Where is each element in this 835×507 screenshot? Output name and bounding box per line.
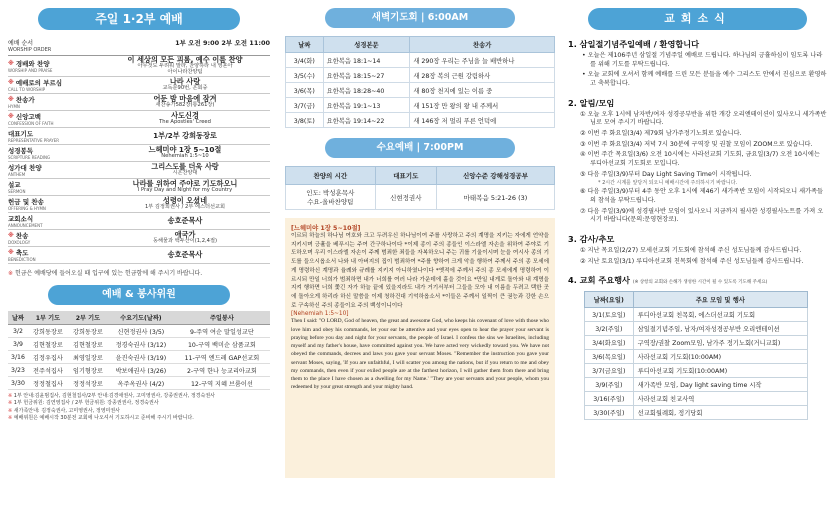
table-cell: 3/30(주일) (585, 406, 634, 420)
order-item-title (8, 78, 100, 87)
news-section-1 (568, 39, 827, 89)
table-row (286, 185, 555, 210)
order-item-main: 느헤미야 1장 5~10절 (148, 145, 222, 155)
order-item-name: 신앙고백 (15, 113, 41, 122)
table-cell: 사라선교회 기도회(10:00AM) (633, 350, 807, 364)
table-row (585, 336, 808, 350)
order-item-sub: 시온찬양대 (172, 170, 198, 177)
note-text: 새가족안내: 김정숙권사, 고미영권사, 정영미권사 (13, 407, 121, 414)
table-cell: 새 290장 우리는 주님을 늘 배반하나 (410, 53, 555, 68)
news-item: ⑤ 다음 주일(3/9)부터 Day Light Saving Time이 시작됩니다. (580, 170, 752, 178)
table-cell: 요한복음 18:28~40 (323, 83, 410, 98)
worship-order-row (8, 213, 270, 230)
section-title: 3. 감사/추모 (568, 234, 615, 245)
order-item-sub: 동해물과 백두산이(1,2,4절) (153, 238, 217, 245)
order-item-english: HYMN (8, 104, 20, 110)
order-label: 예배 순서 (8, 40, 34, 47)
dawn-prayer-title: 새벽기도회 | 6:00AM (325, 8, 515, 28)
note-line (8, 400, 270, 407)
order-item-label (8, 163, 100, 177)
table-row (585, 378, 808, 392)
worship-order-row (8, 247, 270, 264)
table-cell: 신현정권사 (3/5) (108, 325, 174, 338)
standing-mark: ※ (8, 113, 14, 121)
column-header: 2부 기도 (68, 311, 108, 325)
dawn-prayer-table (285, 36, 555, 128)
table-cell: 정경숙권사 (3/12) (108, 338, 174, 351)
order-item-english: WORSHIP AND PRAISE (8, 68, 53, 74)
order-item-sub: Nehemiah 1:5~10 (161, 153, 209, 160)
table-cell: 강희동장로 (68, 325, 108, 338)
events-table (584, 291, 808, 420)
praise-leader-cell: 인도: 박성훈목사 수요-올바찬양팀 (286, 185, 376, 210)
order-item-name: 찬송 (15, 232, 29, 241)
order-item-content (100, 112, 270, 126)
bible-study-cell: 마태복음 5:21-26 (3) (436, 185, 554, 210)
table-cell: 3/9(주일) (585, 378, 634, 392)
table-cell: 구역장/권찰 Zoom모임, 남가주 정기노회(거니교회) (633, 336, 807, 350)
table-cell: 새 28장 복의 근원 강림하사 (410, 68, 555, 83)
worship-title: 주일 1·2부 예배 (38, 8, 240, 30)
order-item-english: SERMON (8, 189, 26, 195)
table-cell: 최영일장로 (68, 351, 108, 364)
news-item: ② 이번 주 화요일(3/4) 제79회 남가주정기노회로 있습니다. (580, 130, 742, 138)
order-item-name: 대표기도 (8, 130, 34, 139)
order-item-label (8, 112, 100, 126)
note-text: 헌금은 예배당에 들어오실 때 입구에 있는 헌금함에 해 주시기 바랍니다. (14, 270, 203, 278)
table-row (8, 377, 270, 390)
table-cell: 3/7(금요일) (585, 364, 634, 378)
order-item-sub: 아이나라찬양팀 (167, 69, 203, 76)
table-cell: 10-구역 백미순 삼품교회 (174, 338, 270, 351)
worship-order-row (8, 145, 270, 162)
order-item-content (100, 146, 270, 160)
note-text: 1부 안내:김윤범집사, 김현철집사/2부 안내:김경애권사, 고미영권사, 강종권권사, 정경숙권사 (13, 393, 215, 400)
section-title: 1. 삼일절기념주일예배 / 환영합니다 (568, 39, 700, 49)
table-cell: 3/9 (8, 338, 28, 351)
worship-order-list (8, 56, 270, 264)
order-item-name: 예배로의 부르심 (15, 79, 63, 88)
order-item-content (100, 197, 270, 211)
news-item: • 오늘 교회에 오셔서 함께 예배를 드린 모든 분들을 예수 그리스도 안에서 진심으로 환영하고 축복합니다. (582, 71, 827, 88)
order-item-sub: I Pray Day and Night for my Country (137, 187, 233, 194)
order-item-english: REPRESENTATIVE PRAYER (8, 138, 60, 144)
order-item-title (8, 180, 100, 189)
order-item-name: 축도 (15, 249, 29, 258)
order-item-title (8, 95, 100, 104)
order-item-name: 교회소식 (8, 215, 34, 224)
order-item-english: ANTHEM (8, 172, 26, 178)
news-item: ④ 이번 주간 목요일(3/6) 오전 10시에는 사라선교회 기도회, 금요일(3/7) 오전 10시에는 루디아선교회 기도회로 모입니다. (580, 151, 820, 168)
scripture-ref-ko: [느헤미야 1장 5~10절] (291, 225, 361, 232)
order-item-title (8, 146, 100, 155)
order-item-english: OFFERING & HYMN (8, 206, 46, 212)
table-cell: 새 146장 저 멀리 푸른 언덕에 (410, 113, 555, 128)
table-row (8, 325, 270, 338)
worship-order-row (8, 162, 270, 179)
order-item-main: 애국가 (174, 230, 196, 240)
table-row (286, 113, 555, 128)
order-item-name: 설교 (8, 181, 21, 190)
order-item-name: 경배와 찬양 (15, 60, 50, 69)
standing-mark: ※ (8, 96, 14, 104)
news-item: ② 지난 토요일(3/1) 루디아선교회 친목회에 참석해 주신 성도님들께 감사드립니다. (580, 257, 804, 265)
service-times: 1부 오전 9:00 2부 오전 11:00 (175, 39, 270, 47)
news-item: ① 지난 목요일(2/27) 모세선교회 기도회에 참석해 주신 성도님들께 감사드립니다. (580, 247, 802, 255)
worship-order-row (8, 128, 270, 145)
table-cell: 11-구역 엔드레 GAP선교회 (174, 351, 270, 364)
order-item-label (8, 95, 100, 109)
table-cell: 김정우집사 (28, 351, 68, 364)
table-cell: 정정철집사 (28, 377, 68, 390)
order-item-sub: 새찬송가582장(통261장) (155, 102, 215, 109)
order-item-title (8, 59, 100, 68)
news-section-4 (568, 275, 827, 420)
news-item: ⑦ 다음 주일(3/9)에 성경필사반 모임이 있사오니 지금까지 필사한 성경필사노트를 가져 오시기 바랍니다(문의:문영현장로). (580, 207, 824, 224)
news-item: ① 오늘 오후 1시에 남자반/여자 성경공부반을 위한 개강 오리엔테이션이 있사오니 세가족반님로 모여 주시기 바랍니다. (580, 110, 827, 127)
order-item-title (8, 163, 100, 172)
table-cell: 전주석집사 (28, 364, 68, 377)
order-item-name: 성경봉독 (8, 147, 34, 156)
table-cell: 새 80장 천지에 있는 이름 중 (410, 83, 555, 98)
table-cell: 3/7(금) (286, 98, 324, 113)
order-item-content (100, 180, 270, 194)
news-title: 교회소식 (588, 8, 807, 30)
table-cell: 9-주역 여순 말일성교단 (174, 325, 270, 338)
order-item-title (8, 248, 100, 257)
order-item-content (100, 56, 270, 76)
order-item-label (8, 197, 100, 211)
order-item-label (8, 231, 100, 245)
news-section-2 (568, 98, 827, 225)
order-item-title (8, 129, 100, 138)
order-item-label (8, 78, 100, 92)
worship-order-row (8, 56, 270, 77)
column-header: 날짜 (286, 37, 324, 53)
order-item-content (100, 231, 270, 245)
table-cell: 3/6(목) (286, 83, 324, 98)
worship-order-row (8, 111, 270, 128)
dst-note: * 2시간 시계를 앞당겨 되오니 예배시간에 주의하시기 바랍니다. (598, 180, 738, 187)
table-cell: 삼일절기념주일, 남자/여자성경공부반 오리엔테이션 (633, 322, 807, 336)
note-text: 1부 헌금위원: 김연영집사 / 2부 헌금위원: 강종권권사, 정경숙권사 (13, 400, 159, 407)
table-cell: 3/2 (8, 325, 28, 338)
note-mark: ※ (8, 393, 14, 400)
scripture-ref-en: [Nehemiah 1:5~10] (291, 311, 349, 318)
order-item-english: DOXOLOGY (8, 240, 31, 246)
table-cell: 3/4(화) (286, 53, 324, 68)
order-item-main: 송호준목사 (167, 250, 203, 260)
order-label-en: WORSHIP ORDER (8, 47, 52, 53)
column-header: 찬양의 시간 (286, 167, 376, 185)
table-row (585, 322, 808, 336)
order-item-main: 송호준목사 (167, 216, 203, 226)
standing-mark: ※ (8, 79, 14, 87)
table-cell: 새가족반 모임, Day light saving time 시작 (633, 378, 807, 392)
order-item-title (8, 112, 100, 121)
order-item-english: CONFESSION OF FAITH (8, 121, 54, 127)
table-row (8, 364, 270, 377)
table-row (8, 351, 270, 364)
worship-order-header (8, 38, 270, 56)
order-item-main: 나라 사랑 (169, 77, 201, 87)
order-item-sub: The Apostles' Creed (159, 119, 211, 126)
order-item-english: BENEDICTION (8, 257, 36, 263)
news-item: ③ 이번 주 화요일(3/4) 저녁 7시 30분에 구역장 및 권찰 모임이 ZOOM으로 있습니다. (580, 140, 813, 148)
table-cell: 루디아선교회 기도회(10:00AM) (633, 364, 807, 378)
table-cell: 3/2(주일) (585, 322, 634, 336)
order-item-title (8, 214, 100, 223)
column-header: 성경본문 (323, 37, 410, 53)
news-item: • 오늘은 제106주년 삼일절 기념주일 예배로 드립니다. 하나님의 긍휼하심이 임도록 나라를 위해 기도를 부탁드립니다. (582, 52, 823, 68)
worship-order-row (8, 196, 270, 213)
order-item-label (8, 180, 100, 194)
table-cell: 선교회월례회, 정기당회 (633, 406, 807, 420)
table-row (286, 83, 555, 98)
order-item-main: 사도신경 (171, 111, 199, 121)
column-header: 주일봉사 (174, 311, 270, 325)
note-mark: ※ (8, 270, 14, 278)
order-item-sub: 교독문90번, 온회중 (162, 85, 208, 92)
order-item-sub: 1부 김정희권사 / 2부 에스더선교회 (144, 204, 226, 211)
standing-mark: ※ (8, 60, 14, 68)
table-cell: 3/23 (8, 364, 28, 377)
table-cell: 요한복음 19:14~22 (323, 113, 410, 128)
order-item-english: ANNOUNCEMENT (8, 223, 43, 229)
order-item-english: CALL TO WORSHIP (8, 87, 46, 93)
note-mark: ※ (8, 407, 14, 414)
news-section-3 (568, 234, 827, 266)
column-header: 날짜 (8, 311, 28, 325)
table-cell: 사라선교회 친교사역 (633, 392, 807, 406)
table-cell: 옥주옥권사 (4/2) (108, 377, 174, 390)
order-item-label (8, 59, 100, 73)
column-header: 주요 모임 및 행사 (633, 292, 807, 308)
table-row (585, 364, 808, 378)
scripture-passage (285, 218, 555, 478)
scripture-text-en: Then I said: "O LORD, God of heaven, the great and awesome God, who keeps his covenant of love with those who love him and obey his commands, let your ear be attentive and your eyes open to hear the prayer your servant is praying before you day and night for your servants, the people of Israel. I confess the sins we Israelites, including myself and my father's house, have committed against you. We have acted very wickedly toward you. We have not obeyed the commands, decrees and laws you gave your servant Moses. "Remember the instruction you gave your servant Moses, saying, 'If you are unfaithful, I will scatter you among the nations, but if you return to me and obey my commands, then even if your exiled people are at the farthest horizon, I will gather them from there and bring them to the place I have chosen as a dwelling for my Name.' "They are your servants and your people, whom you redeemed by your great strength and your mighty hand. (291, 318, 549, 391)
table-cell: 요한복음 18:1~14 (323, 53, 410, 68)
order-item-sub: 아무것도 두려워 말라, 찬양하라 내 영혼아 (137, 63, 233, 70)
table-row (286, 98, 555, 113)
order-item-content (100, 132, 270, 140)
volunteer-notes (8, 393, 270, 422)
column-header: 신앙수준 강해성경공부 (436, 167, 554, 185)
worship-order-row (8, 230, 270, 247)
note-text: 예배위원은 예배시작 30분전 교회에 나오셔서 기도하시고 준비해 주시기 바랍니다. (13, 414, 194, 421)
news-item: ⑥ 다음 주일(3/9)부터 4주 동안 오후 1시에 제46기 새가족반 모임이 시작되오니 새가족들의 참석을 부탁드립니다. (580, 188, 824, 205)
order-item-main: 어둔 밤 마음에 잠겨 (153, 94, 217, 104)
standing-mark: ※ (8, 249, 14, 257)
section-title: 4. 교회 주요행사 (※ 상항의 교회와 손해가 생성한 시간이 될 수 있도록 기도해 주세요) (568, 275, 768, 286)
table-cell: 김현철장로 (28, 338, 68, 351)
table-row (286, 53, 555, 68)
order-item-content (100, 251, 270, 259)
order-item-label (8, 214, 100, 228)
table-cell: 3/4(화요일) (585, 336, 634, 350)
order-item-label (8, 248, 100, 262)
wednesday-service-title: 수요예배 | 7:00PM (325, 138, 515, 158)
prayer-cell: 신현정권사 (375, 185, 436, 210)
scripture-text-ko: 이르되 하늘의 하나님 여호와 크고 두려우신 하나님이여 주를 사랑하고 주의 계명을 지키는 자에게 언약을 지키시며 긍휼을 베푸시는 주여 간구하나이다 *이제 종이 주의 종들인 이스라엘 자손을 위하여 주야로 기도하오며 우리 이스라엘 자손이 주께 범죄한 죄들을 자복하오니 주는 귀를 기울이시며 눈을 여시사 종의 기도를 들으시옵소서 나와 내 아버지의 집이 범죄하여 *주를 향하여 크게 악을 행하여 주께서 주의 종 모세에게 명령하신 계명과 율례와 규례를 지키지 아니하였나이다 *옛적에 주께서 주의 종 모세에게 명령하여 이르시되 만일 너희가 범죄하면 내가 너희를 여러 나라 가운데에 흩을 것이요 *만일 내게로 돌아와 내 계명을 지켜 행하면 너희 쫓긴 자가 하늘 끝에 있을지라도 내가 거기서부터 그들을 모아 내 이름을 두려고 택한 곳에 돌아오게 하리라 하신 말씀을 이제 청하건대 기억하옵소서 *이들은 주께서 일찍이 큰 권능과 강한 손으로 구속하신 주의 종들이요 주의 백성이니이다 (291, 233, 549, 309)
table-cell: 박보애권사 (3/26) (108, 364, 174, 377)
note-line (8, 415, 270, 422)
order-item-content (100, 78, 270, 92)
table-cell: 루디아선교회 친목회, 에스더선교회 기도회 (633, 308, 807, 322)
table-cell: 3/16 (8, 351, 28, 364)
order-item-english: SCRIPTURE READING (8, 155, 51, 161)
order-item-label (8, 146, 100, 160)
table-cell: 정정석장로 (68, 377, 108, 390)
table-cell: 김현철장로 (68, 338, 108, 351)
order-item-content (100, 217, 270, 225)
note-mark: ※ (8, 414, 14, 421)
wednesday-table (285, 166, 555, 210)
section-title: 2. 알림/모임 (568, 97, 615, 108)
table-cell: 3/6(목요일) (585, 350, 634, 364)
table-row (585, 350, 808, 364)
table-cell: 새 151장 만 왕의 왕 내 주께서 (410, 98, 555, 113)
order-item-main: 1부/2부 강희동장로 (153, 131, 217, 141)
table-row (286, 68, 555, 83)
worship-column (0, 0, 278, 507)
table-cell: 3/5(수) (286, 68, 324, 83)
table-cell: 3/16(주일) (585, 392, 634, 406)
worship-order-row (8, 94, 270, 111)
order-item-main: 이 세상의 모든 괴롬, 예수 이름 찬양 (127, 55, 243, 64)
table-cell: 요한복음 18:15~27 (323, 68, 410, 83)
news-column (560, 0, 835, 507)
column-header: 수요기도(날짜) (108, 311, 174, 325)
column-header: 1부 기도 (28, 311, 68, 325)
order-item-content (100, 163, 270, 177)
offering-note (8, 268, 270, 277)
column-header: 찬송가 (410, 37, 555, 53)
order-item-label (8, 129, 100, 143)
order-item-name: 성가대 찬양 (8, 164, 42, 173)
prayer-column (285, 0, 555, 507)
standing-mark: ※ (8, 232, 14, 240)
volunteers-table (8, 311, 270, 390)
order-item-name: 찬송가 (15, 96, 35, 105)
table-cell: 임기형장로 (68, 364, 108, 377)
order-item-main: 성령이 오셨네 (162, 196, 208, 206)
table-cell: 요한복음 19:1~13 (323, 98, 410, 113)
order-item-content (100, 95, 270, 109)
order-item-main: 그리스도를 더욱 사랑 (151, 162, 219, 172)
note-mark: ※ (8, 400, 14, 407)
volunteers-title: 예배 & 봉사위원 (48, 285, 230, 305)
table-row (585, 406, 808, 420)
order-item-main: 나라를 위하여 주야로 기도하오니 (132, 179, 238, 189)
table-cell: 3/1(토요일) (585, 308, 634, 322)
table-row (585, 392, 808, 406)
worship-order-row (8, 179, 270, 196)
table-cell: 강희동장로 (28, 325, 68, 338)
order-item-title (8, 197, 100, 206)
note-line (8, 408, 270, 415)
worship-order-row (8, 77, 270, 94)
order-item-title (8, 231, 100, 240)
table-row (8, 338, 270, 351)
table-row (585, 308, 808, 322)
table-cell: 2-구역 한나 능교리아교회 (174, 364, 270, 377)
table-cell: 3/8(토) (286, 113, 324, 128)
column-header: 대표기도 (375, 167, 436, 185)
table-cell: 3/30 (8, 377, 28, 390)
column-header: 날짜(요일) (585, 292, 634, 308)
order-item-name: 헌금 및 찬송 (8, 198, 44, 207)
table-cell: 12-구역 지혜 브룸이선 (174, 377, 270, 390)
table-cell: 윤진숙권사 (3/19) (108, 351, 174, 364)
